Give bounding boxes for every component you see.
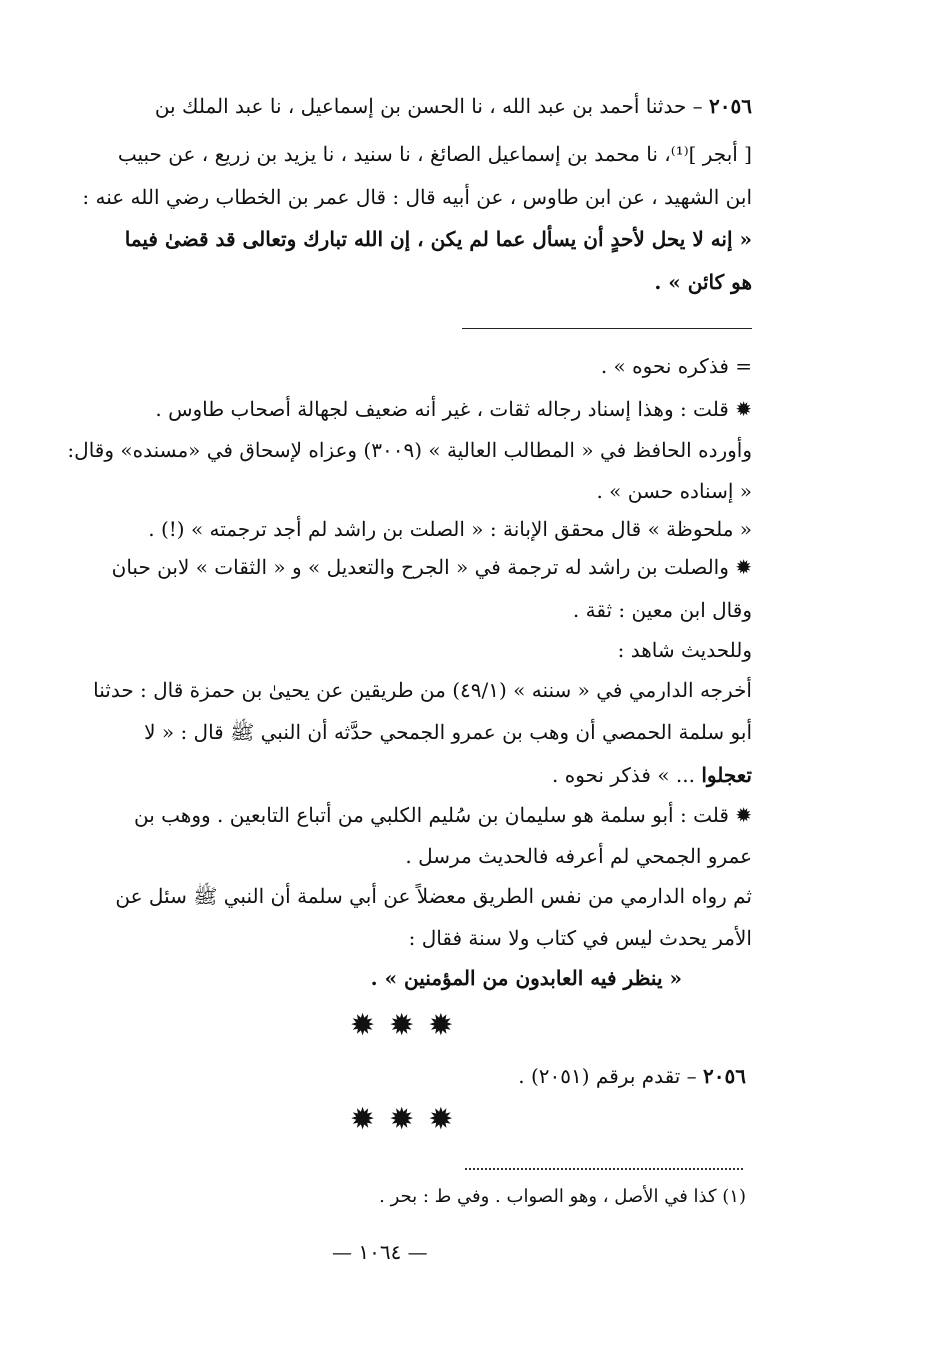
commentary-line-9: أخرجه الدارمي في « سننه » (٤٩/١) من طريقين عن يحيىٰ بن حمزة قال : حدثنا <box>93 678 752 702</box>
hadith-number: ٢٠٥٦ <box>703 1064 746 1088</box>
commentary-line-7: وقال ابن معين : ثقة . <box>572 598 752 622</box>
separator-stars-2: ✹✹✹ <box>350 1102 468 1137</box>
hadith-text: – تقدم برقم (٢٠٥١) . <box>518 1064 697 1088</box>
commentary-line-8: وللحديث شاهد : <box>617 638 752 662</box>
commentary-line-1: = فذكره نحوه » . <box>600 354 752 378</box>
commentary-line-15: الأمر يحدث ليس في كتاب ولا سنة فقال : <box>408 926 752 950</box>
footnote-divider <box>465 1168 743 1170</box>
commentary-line-16: « ينظر فيه العابدون من المؤمنين » . <box>370 966 682 990</box>
hadith-2-line <box>518 1066 746 1086</box>
commentary-line-14: ثم رواه الدارمي من نفس الطريق معضلاً عن أبي سلمة أن النبي ﷺ سئل عن <box>115 884 752 908</box>
hadith-line-3: ابن الشهيد ، عن ابن طاوس ، عن أبيه قال : قال عمر بن الخطاب رضي الله عنه : <box>82 185 752 209</box>
separator-stars-1: ✹✹✹ <box>350 1008 468 1043</box>
hadith-number: ٢٠٥٦ <box>709 94 752 118</box>
commentary-line-3: وأورده الحافظ في « المطالب العالية » (٣٠٠٩) وعزاه لإسحاق في «مسنده» وقال: <box>67 438 752 462</box>
hadith-line-1 <box>155 96 752 116</box>
hadith-line-4: « إنه لا يحل لأحدٍ أن يسأل عما لم يكن ، إن الله تبارك وتعالى قد قضىٰ فيما <box>124 227 752 251</box>
commentary-line-11 <box>552 765 752 785</box>
commentary-line-12: ✹ قلت : أبو سلمة هو سليمان بن سُليم الكلبي من أتباع التابعين . ووهب بن <box>134 803 752 827</box>
footnote: (١) كذا في الأصل ، وهو الصواب . وفي ط : بحر . <box>379 1186 746 1207</box>
commentary-line-13: عمرو الجمحي لم أعرفه فالحديث مرسل . <box>405 844 752 868</box>
bold-quote: تعجلوا <box>701 763 752 787</box>
section-divider <box>462 328 752 329</box>
commentary-line-10: أبو سلمة الحمصي أن وهب بن عمرو الجمحي حدَّثه أن النبي ﷺ قال : « لا <box>144 720 752 744</box>
commentary-line-5: « ملحوظة » قال محقق الإبانة : « الصلت بن راشد لم أجد ترجمته » (!) . <box>148 517 752 541</box>
commentary-text: ... » فذكر نحوه . <box>552 763 695 787</box>
commentary-line-2: ✹ قلت : وهذا إسناد رجاله ثقات ، غير أنه ضعيف لجهالة أصحاب طاوس . <box>155 397 752 421</box>
commentary-line-4: « إسناده حسن » . <box>596 479 752 503</box>
commentary-line-6: ✹ والصلت بن راشد له ترجمة في « الجرح والتعديل » و « الثقات » لابن حبان <box>111 555 752 579</box>
hadith-text: – حدثنا أحمد بن عبد الله ، نا الحسن بن إسماعيل ، نا عبد الملك بن <box>154 94 703 118</box>
hadith-line-5: هو كائن » . <box>654 270 752 294</box>
page-number: — ١٠٦٤ — <box>332 1240 428 1264</box>
hadith-line-2: [ أبجر ]⁽¹⁾، نا محمد بن إسماعيل الصائغ ، نا سنيد ، نا يزيد بن زريع ، عن حبيب <box>117 142 752 166</box>
